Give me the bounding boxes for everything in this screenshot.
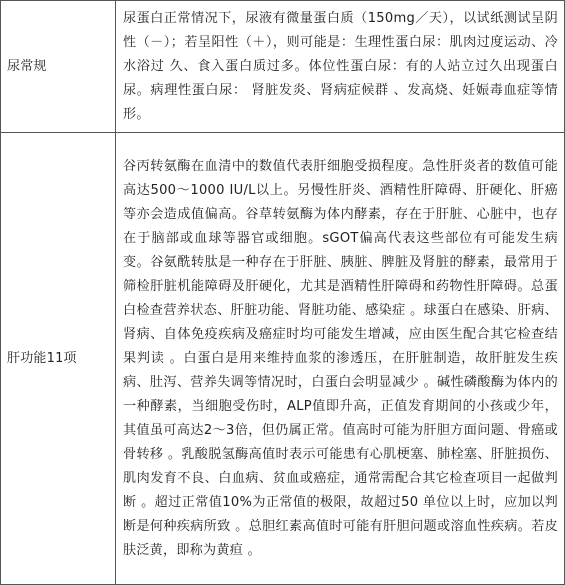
- table-row-liver-function: [1, 133, 565, 585]
- row-label-urinalysis: 尿常规: [1, 1, 116, 133]
- row-label-liver-function: 肝功能11项: [1, 133, 116, 585]
- row-content-urinalysis: 尿蛋白正常情况下，尿液有微量蛋白质（150mg／天），以试纸测试呈阴性（－）；若呈阳性（＋），则可能是：生理性蛋白尿：肌肉过度运动、冷水浴过 久、食入蛋白质过多。体位性蛋白尿：有的人站立过久出现蛋白尿。病理性蛋白尿： 肾脏发炎、肾病症候群 、发高烧、妊娠毒血症等情形。: [116, 1, 565, 133]
- row-content-liver-function: 谷丙转氨酶在血清中的数值代表肝细胞受损程度。急性肝炎者的数值可能高达500～1000 IU/L以上。另慢性肝炎、酒精性肝障碍、肝硬化、肝癌等亦会造成值偏高。谷草转氨酶为体内酵素，存在于肝脏、心脏中，也存在于脑部或血球等器官或细胞。sGOT偏高代表这些部位有可能发生病变。谷氨酰转肽是一种存在于肝脏、胰脏、脾脏及肾脏的酵素，最常用于筛检肝脏机能障碍及肝硬化，尤其是酒精性肝障碍和药物性肝障碍。总蛋白检查营养状态、肝脏功能、肾脏功能、感染症 。球蛋白在感染、肝病、肾病、自体免疫疾病及癌症时均可能发生增减，应由医生配合其它检查结果判读 。白蛋白是用来维持血浆的渗透压，在肝脏制造，故肝脏发生疾病、肚泻、营养失调等情况时，白蛋白会明显减少 。碱性磷酸酶为体内的一种酵素，当细胞受伤时，ALP值即升高，正值发育期间的小孩或少年，其值虽可高达2～3倍，但仍属正常。值高时可能为肝胆方面问题、骨癌或骨转移 。乳酸脱氢酶高值时表示可能患有心肌梗塞、肺栓塞、肝脏损伤、肌肉发育不良、白血病、贫血或癌症，通常需配合其它检查项目一起做判断 。超过正常值10%为正常值的极限，故超过50 单位以上时，应加以判断是何种疾病所致 。总胆红素高值时可能有肝胆问题或溶血性疾病。若皮肤泛黄，即称为黄疸 。: [116, 133, 565, 585]
- table-row-urinalysis: [1, 1, 565, 133]
